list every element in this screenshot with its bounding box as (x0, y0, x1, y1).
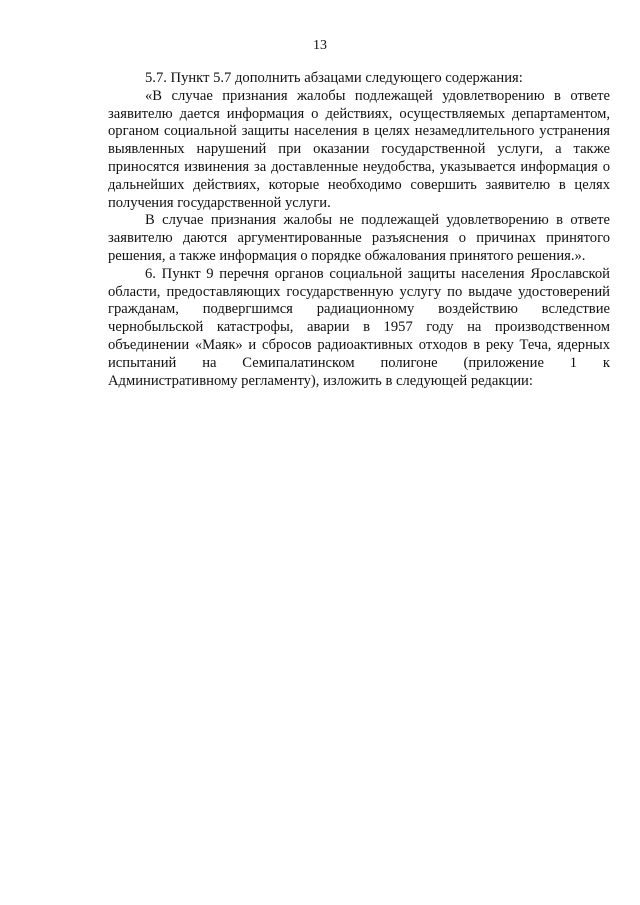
paragraph-complaint-rejected: В случае признания жалобы не подлежащей удовлетворению в ответе заявителю даются аргументированные разъяснения о причинах принятого решения, а также информация о порядке обжалования принятого решения.». (108, 212, 610, 264)
paragraph-complaint-satisfied: «В случае признания жалобы подлежащей удовлетворению в ответе заявителю дается информация о действиях, осуществляемых департаментом, органом социальной защиты населения в целях незамедлительного устранения выявленных нарушений при оказании государственной услуги, а также приносятся извинения за доставленные неудобства, указывается информация о дальнейших действиях, которые необходимо совершить заявителю в целях получения государственной услуги. (108, 87, 610, 211)
paragraph-5-7-intro: 5.7. Пункт 5.7 дополнить абзацами следующего содержания: (145, 70, 523, 86)
page-number: 13 (313, 38, 327, 53)
paragraph-item-6: 6. Пункт 9 перечня органов социальной защиты населения Ярославской области, предоставляющих государственную услугу по выдаче удостоверений гражданам, подвергшимся радиационному воздействию вследствие чернобыльской катастрофы, аварии в 1957 году на производственном объединении «Маяк» и сбросов радиоактивных отходов в реку Теча, ядерных испытаний на Семипалатинском полигоне (приложение 1 к Административному регламенту), изложить в следующей редакции: (108, 265, 610, 389)
document-body (108, 70, 610, 390)
